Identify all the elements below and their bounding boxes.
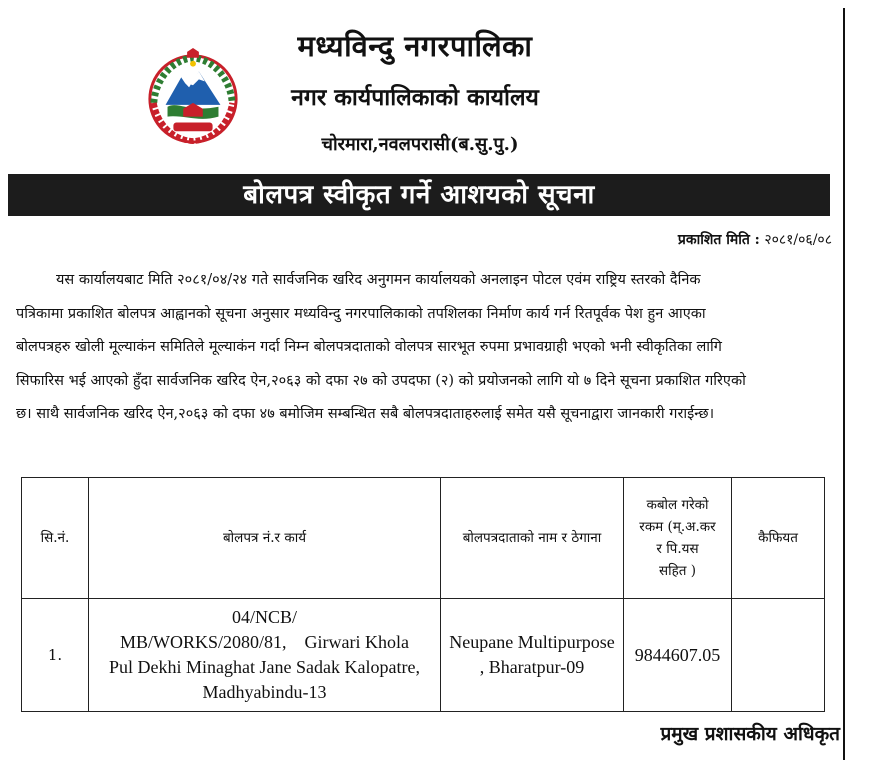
- header-remarks: कैफियत: [732, 478, 825, 599]
- bid-table: [21, 477, 825, 712]
- header-amount-line: कबोल गरेको: [646, 497, 709, 513]
- published-date-label: प्रकाशित मिति :: [677, 232, 760, 248]
- cell-bidder: [441, 599, 624, 712]
- org-name: मध्यविन्दु नगरपालिका: [297, 29, 533, 63]
- signature-title: प्रमुख प्रशासकीय अधिकृत: [660, 723, 840, 745]
- notice-body-line: पत्रिकामा प्रकाशित बोलपत्र आह्वानको सूचना अनुसार मध्यविन्दु नगरपालिकाको तपशिलका निर्माण कार्य गर्न रितपूर्वक पेश हुन आएका: [16, 305, 706, 322]
- cell-remarks: [732, 599, 825, 712]
- cell-work-line: Pul Dekhi Minaghat Jane Sadak Kalopatre,: [109, 657, 420, 677]
- cell-work-line: Madhyabindu-13: [202, 682, 327, 702]
- cell-work-line: MB/WORKS/2080/81, Girwari Khola: [120, 632, 409, 652]
- nepal-emblem-icon: [144, 48, 242, 146]
- published-date: [678, 230, 832, 249]
- notice-body-line: छ। साथै सार्वजनिक खरिद ऐन,२०६३ को दफा ४७ बमोजिम सम्बन्धित सबै बोलपत्रदाताहरुलाई समेत यसै सूचनाद्वारा जानकारी गराईन्छ।: [16, 406, 715, 422]
- cell-work: [89, 599, 441, 712]
- published-date-value: २०८१/०६/०८: [764, 232, 832, 248]
- header-sn: सि.नं.: [22, 478, 89, 599]
- notice-title: बोलपत्र स्वीकृत गर्ने आशयको सूचना: [8, 174, 830, 216]
- notice-body-line: यस कार्यालयबाट मिति २०८१/०४/२४ गते सार्वजनिक खरिद अनुगमन कार्यालयको अनलाइन पोटल एवंम राष्ट्रिय स्तरको दैनिक: [56, 272, 701, 288]
- table-row: [22, 599, 825, 712]
- cell-work-line: 04/NCB/: [231, 607, 297, 627]
- cell-amount: 9844607.05: [624, 599, 732, 712]
- cell-bidder-line: , Bharatpur-09: [479, 657, 585, 677]
- cell-sn: 1.: [22, 599, 89, 712]
- notice-body-line: बोलपत्रहरु खोली मूल्याकंन समितिले मूल्याकंन गर्दा निम्न बोलपत्रदाताको वोलपत्र सारभूत रुपमा प्रभावग्राही भएको भनी स्वीकृतिका लागि: [16, 339, 722, 355]
- header-amount-line: सहित ): [658, 563, 697, 579]
- notice-body-line: सिफारिस भई आएको हुँदा सार्वजनिक खरिद ऐन,२०६३ को दफा २७ को उपदफा (२) को प्रयोजनको लागि यो ७ दिने सूचना प्रकाशित गरिएको: [16, 372, 746, 389]
- header-work: बोलपत्र नं.र कार्य: [89, 478, 441, 599]
- header-amount-line: र पि.यस: [656, 541, 699, 557]
- cell-bidder-line: Neupane Multipurpose: [449, 632, 615, 652]
- header-amount: [624, 478, 732, 599]
- header-amount-line: रकम (म्.अ.कर: [639, 519, 716, 535]
- office-name: नगर कार्यपालिकाको कार्यालय: [291, 84, 539, 111]
- header-bidder: बोलपत्रदाताको नाम र ठेगाना: [441, 478, 624, 599]
- notice-body: [16, 264, 830, 432]
- office-address: चोरमारा,नवलपरासी(ब.सु.पु.): [321, 134, 519, 155]
- table-header-row: [22, 478, 825, 599]
